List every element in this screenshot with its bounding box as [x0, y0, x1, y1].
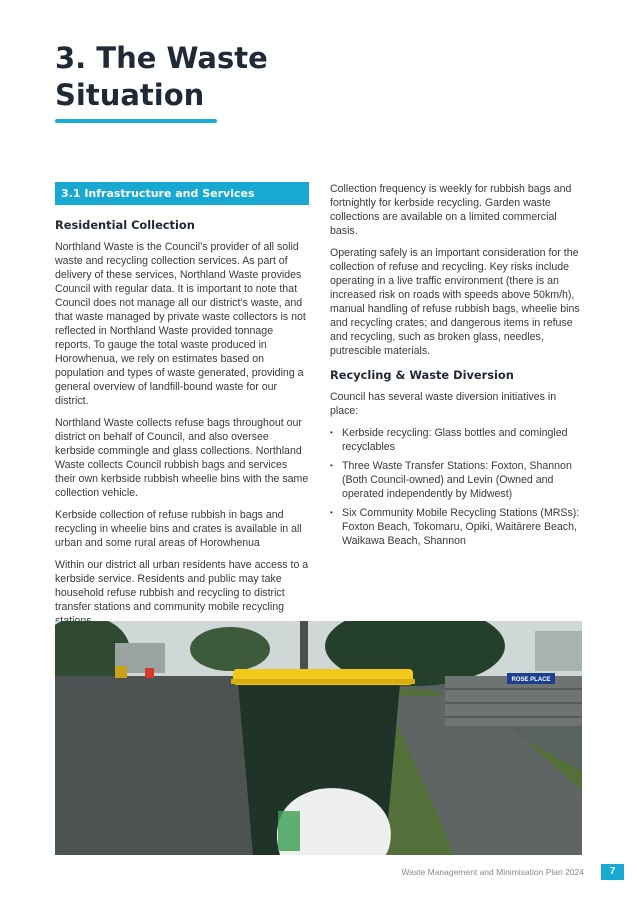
residential-paragraph-3: Kerbside collection of refuse rubbish in bags and recycling in wheelie bins and crates is available in all urban and some rural areas of Horowhenua	[55, 509, 302, 549]
diversion-list	[330, 426, 582, 548]
recycling-intro: Council has several waste diversion initiatives in place:	[330, 391, 557, 417]
wheelie-bin-lid-edge	[231, 679, 415, 684]
page-title	[55, 40, 268, 114]
kerbside-bin-photo	[55, 621, 582, 855]
street-sign-text: ROSE PLACE	[511, 677, 551, 683]
collection-frequency-paragraph: Collection frequency is weekly for rubbish bags and fortnightly for kerbside recycling. Garden waste collections are available on a limited commercial basis.	[330, 183, 572, 237]
list-item: • Six Community Mobile Recycling Stations (MRSs): Foxton Beach, Tokomaru, Opiki, Waitārere Beach, Waikawa Beach, Shannon	[330, 506, 582, 548]
title-underline	[55, 119, 217, 123]
distant-bin	[115, 666, 127, 678]
residential-collection-heading: Residential Collection	[55, 218, 195, 232]
safety-paragraph: Operating safely is an important consideration for the collection of refuse and recycling. Key risks include operating in a live traffic environment (there is an increased risk on roads with speeds above 50km/h), manual handling of refuse rubbish bags, wheelie bins and recycling crates; and dangerous items in refuse and recycling, such as broken glass, needles, putrescible materials.	[330, 247, 580, 357]
footer-document-title: Waste Management and Minimisation Plan 2024	[401, 867, 584, 877]
right-column	[330, 182, 582, 553]
bag-print	[278, 811, 300, 851]
page-title-line-1: 3. The Waste	[55, 41, 268, 75]
photo-illustration	[55, 621, 582, 855]
list-item: • Three Waste Transfer Stations: Foxton, Shannon (Both Council-owned) and Levin (Owned and operated independently by Midwest)	[330, 459, 582, 501]
page-number-badge: 7	[601, 864, 624, 880]
residential-paragraph-1: Northland Waste is the Council’s provider of all solid waste and recycling collection services. As part of delivery of these services, Northland Waste provides Council with regular data. It is important to note that Council does not manage all our district’s waste, and that waste managed by private waste collectors is not reflected in Northland Waste provided tonnage reports. To gauge the total waste produced in Horowhenua, we rely on estimates based on population and types of waste generated, providing a general overview of landfill-bound waste for our district.	[55, 241, 306, 407]
left-column	[55, 182, 309, 636]
residential-paragraph-2: Northland Waste collects refuse bags throughout our district on behalf of Council, and also oversee kerbside commingle and glass collections. Northland Waste collects Council rubbish bags and services their own kerbside rubbish wheelie bins with the same collection vehicle.	[55, 417, 309, 499]
tree-mid	[190, 627, 270, 671]
distant-bin	[145, 668, 154, 678]
page-title-line-2: Situation	[55, 78, 205, 112]
recycling-heading: Recycling & Waste Diversion	[330, 368, 514, 382]
section-heading-bar: 3.1 Infrastructure and Services	[55, 182, 309, 205]
list-item: • Kerbside recycling: Glass bottles and comingled recyclables	[330, 426, 582, 454]
house-right	[535, 631, 582, 671]
residential-paragraph-4: Within our district all urban residents have access to a kerbside service. Residents and public may take household refuse rubbish and recycling to district transfer stations and community mobile recycling	[55, 559, 309, 613]
